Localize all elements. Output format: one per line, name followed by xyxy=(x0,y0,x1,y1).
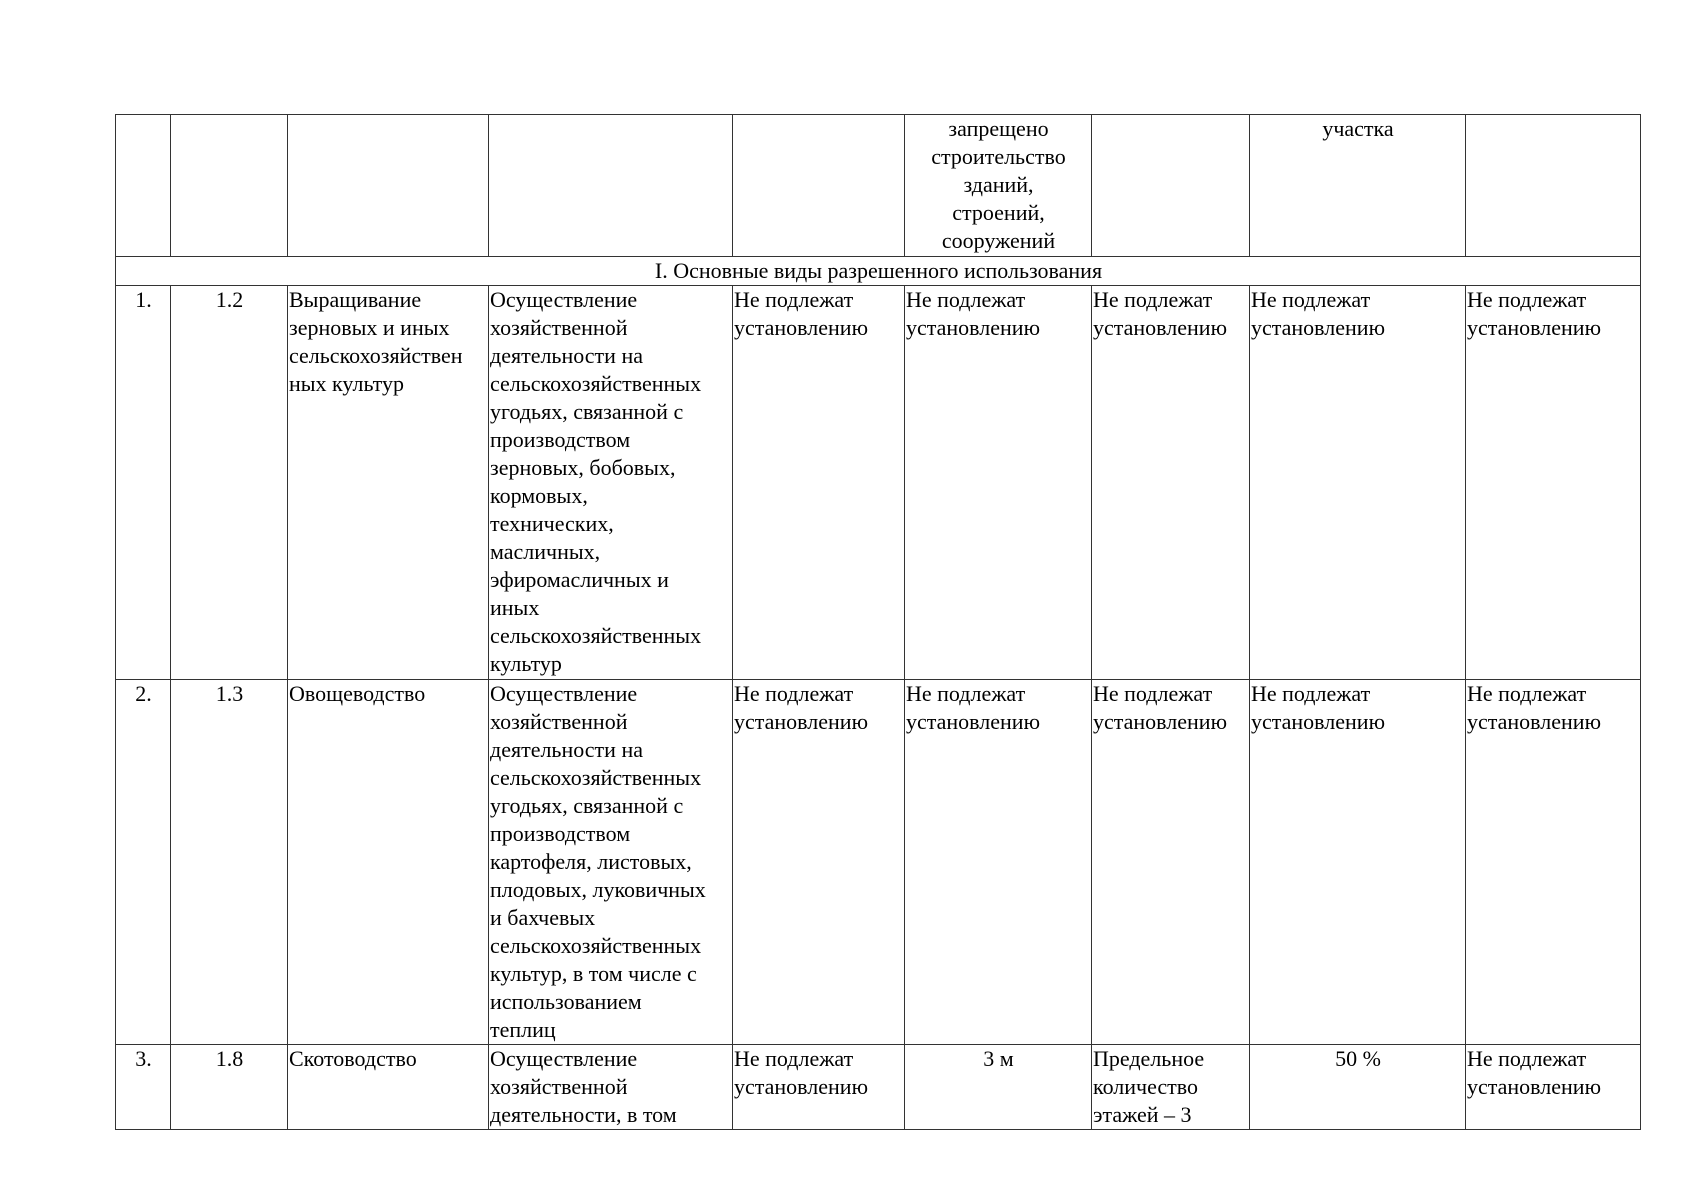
row-cell-9: Не подлежат установлению xyxy=(1466,1045,1641,1130)
row-cell-9: Не подлежат установлению xyxy=(1466,286,1641,680)
row-code: 1.2 xyxy=(171,286,288,680)
row-cell-6: Не подлежат установлению xyxy=(905,680,1092,1045)
row-code: 1.8 xyxy=(171,1045,288,1130)
row-cell-8: Не подлежат установлению xyxy=(1250,286,1466,680)
table-row xyxy=(116,286,1641,680)
section-title: I. Основные виды разрешенного использования xyxy=(116,257,1641,286)
land-use-table xyxy=(115,114,1641,1130)
row-number: 3. xyxy=(116,1045,171,1130)
row-cell-6: Не подлежат установлению xyxy=(905,286,1092,680)
row-cell-5: Не подлежат установлению xyxy=(733,1045,905,1130)
row-cell-9: Не подлежат установлению xyxy=(1466,680,1641,1045)
row-cell-6: 3 м xyxy=(905,1045,1092,1130)
header-cell-code xyxy=(171,115,288,257)
header-cell-name xyxy=(288,115,489,257)
row-name: Выращивание зерновых и иных сельскохозяйствен ных культур xyxy=(288,286,489,680)
row-cell-8: 50 % xyxy=(1250,1045,1466,1130)
header-cell-7 xyxy=(1092,115,1250,257)
continued-header-row xyxy=(116,115,1641,257)
row-name: Скотоводство xyxy=(288,1045,489,1130)
row-cell-7: Не подлежат установлению xyxy=(1092,680,1250,1045)
row-cell-5: Не подлежат установлению xyxy=(733,680,905,1045)
header-cell-8: участка xyxy=(1250,115,1466,257)
header-cell-9 xyxy=(1466,115,1641,257)
row-cell-8: Не подлежат установлению xyxy=(1250,680,1466,1045)
section-heading-row xyxy=(116,257,1641,286)
table-row xyxy=(116,1045,1641,1130)
row-cell-5: Не подлежат установлению xyxy=(733,286,905,680)
header-cell-6: запрещено строительство зданий, строений, сооружений xyxy=(905,115,1092,257)
header-cell-number xyxy=(116,115,171,257)
row-number: 2. xyxy=(116,680,171,1045)
row-description: Осуществление хозяйственной деятельности на сельскохозяйственных угодьях, связанной с производством зерновых, бобовых, кормовых, технических, масличных, эфиромасличных и иных сельскохозяйственных культур xyxy=(489,286,733,680)
table-row xyxy=(116,680,1641,1045)
row-name: Овощеводство xyxy=(288,680,489,1045)
header-cell-5 xyxy=(733,115,905,257)
header-cell-description xyxy=(489,115,733,257)
row-number: 1. xyxy=(116,286,171,680)
row-description: Осуществление хозяйственной деятельности, в том xyxy=(489,1045,733,1130)
row-code: 1.3 xyxy=(171,680,288,1045)
row-description: Осуществление хозяйственной деятельности на сельскохозяйственных угодьях, связанной с производством картофеля, листовых, плодовых, луковичных и бахчевых сельскохозяйственных культур, в том числе с использованием теплиц xyxy=(489,680,733,1045)
row-cell-7: Не подлежат установлению xyxy=(1092,286,1250,680)
row-cell-7: Предельное количество этажей – 3 xyxy=(1092,1045,1250,1130)
